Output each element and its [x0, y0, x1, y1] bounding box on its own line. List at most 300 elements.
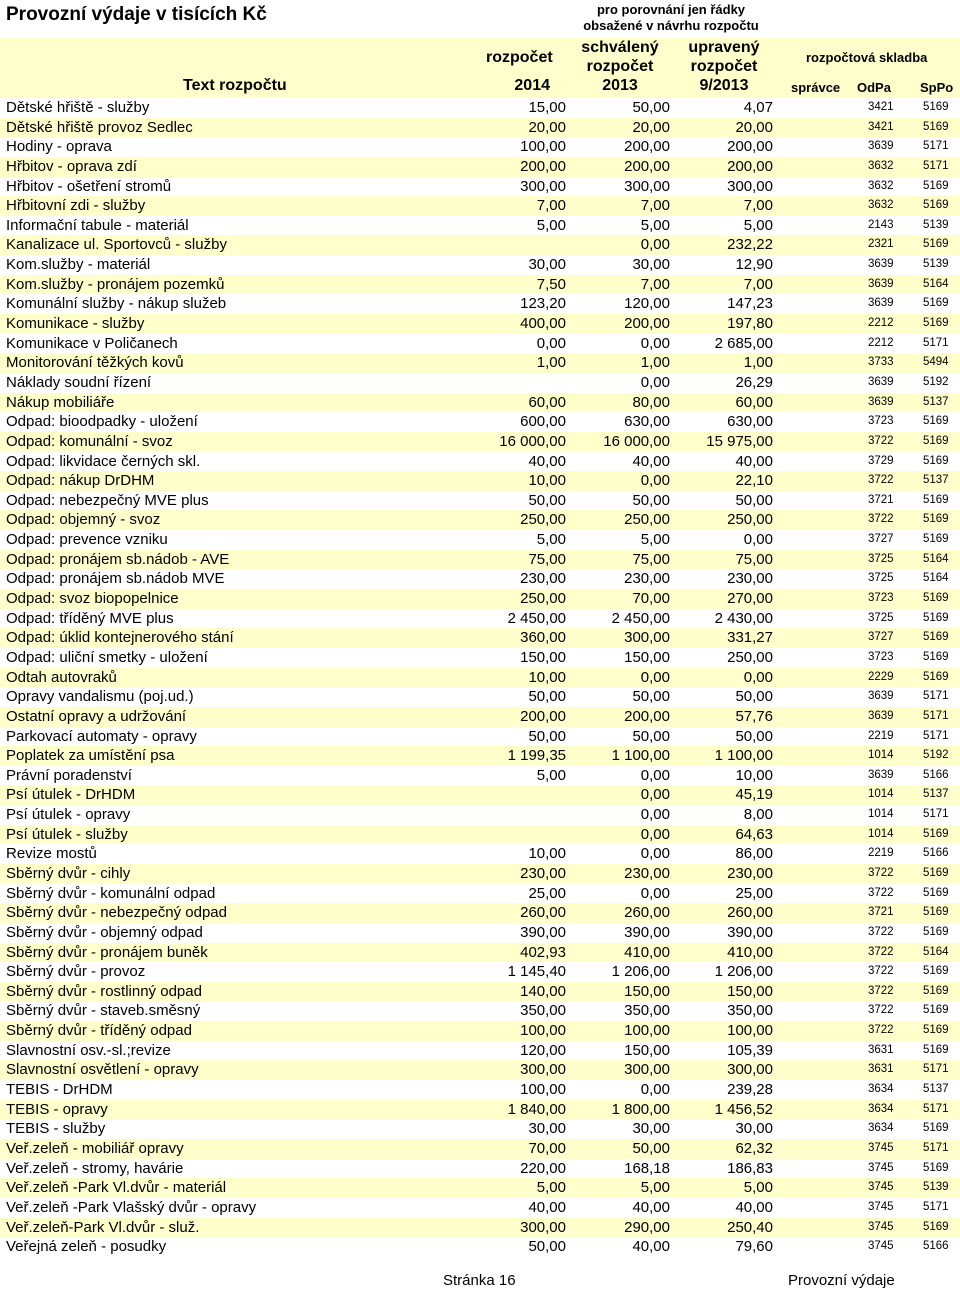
- cell-v1: 100,00: [520, 1081, 566, 1099]
- table-row: [0, 844, 960, 864]
- cell-v3: 57,76: [735, 707, 773, 725]
- table-row: [0, 1021, 960, 1041]
- cell-name: Sběrný dvůr - cihly: [6, 864, 131, 882]
- cell-name: Hřbitovní zdi - služby: [6, 197, 146, 215]
- cell-v2: 300,00: [624, 629, 670, 647]
- text-column-header: Text rozpočtu: [183, 77, 287, 94]
- cell-v2: 0,00: [640, 1081, 670, 1099]
- cell-name: Veř.zeleň-Park Vl.dvůr - služ.: [6, 1218, 200, 1236]
- table-row: [0, 314, 960, 334]
- cell-v1: 50,00: [528, 688, 566, 706]
- cell-odpa: 3722: [868, 925, 894, 938]
- cell-v2: 5,00: [640, 1179, 670, 1197]
- cell-name: Poplatek za umístění psa: [6, 747, 175, 765]
- cell-v3: 250,00: [727, 648, 773, 666]
- cell-sppo: 5137: [923, 1083, 949, 1096]
- table-row: [0, 766, 960, 786]
- cell-v3: 200,00: [727, 138, 773, 156]
- table-row: [0, 668, 960, 688]
- cell-name: Odpad: komunální - svoz: [6, 432, 173, 450]
- cell-v2: 290,00: [624, 1218, 670, 1236]
- table-row: [0, 589, 960, 609]
- cell-v2: 75,00: [632, 550, 670, 568]
- cell-name: Sběrný dvůr - komunální odpad: [6, 884, 216, 902]
- cell-v2: 30,00: [632, 1120, 670, 1138]
- cell-v2: 150,00: [624, 982, 670, 1000]
- cell-v1: 1 199,35: [507, 747, 566, 765]
- table-row: [0, 471, 960, 491]
- cell-v1: 10,00: [528, 472, 566, 490]
- cell-name: Odpad: pronájem sb.nádob - AVE: [6, 550, 230, 568]
- cell-v3: 2 430,00: [714, 609, 773, 627]
- cell-v1: 230,00: [520, 570, 566, 588]
- table-row: [0, 1080, 960, 1100]
- col3-header-line: rozpočet: [690, 58, 758, 75]
- cell-name: Slavnostní osvětlení - opravy: [6, 1061, 199, 1079]
- cell-sppo: 5169: [923, 297, 949, 310]
- cell-odpa: 3722: [868, 886, 894, 899]
- skladba-header: rozpočtová skladba: [806, 50, 928, 65]
- cell-odpa: 1014: [868, 749, 894, 762]
- cell-v1: 2 450,00: [507, 609, 566, 627]
- cell-v2: 260,00: [624, 904, 670, 922]
- cell-v3: 40,00: [735, 1198, 773, 1216]
- cell-name: Slavnostní osv.-sl.;revize: [6, 1041, 171, 1059]
- cell-odpa: 3745: [868, 1141, 894, 1154]
- cell-odpa: 3745: [868, 1181, 894, 1194]
- cell-name: Revize mostů: [6, 845, 97, 863]
- cell-odpa: 3421: [868, 120, 894, 133]
- cell-odpa: 3639: [868, 768, 894, 781]
- cell-odpa: 3639: [868, 258, 894, 271]
- cell-v3: 60,00: [735, 393, 773, 411]
- cell-sppo: 5164: [923, 552, 949, 565]
- cell-v1: 100,00: [520, 138, 566, 156]
- cell-v3: 250,00: [727, 511, 773, 529]
- cell-sppo: 5171: [923, 336, 949, 349]
- cell-name: Odpad: uliční smetky - uložení: [6, 648, 208, 666]
- cell-name: Sběrný dvůr - objemný odpad: [6, 923, 203, 941]
- cell-odpa: 3632: [868, 159, 894, 172]
- cell-name: Odpad: pronájem sb.nádob MVE: [6, 570, 225, 588]
- cell-v2: 7,00: [640, 197, 670, 215]
- cell-sppo: 5169: [923, 906, 949, 919]
- cell-odpa: 3639: [868, 375, 894, 388]
- cell-sppo: 5137: [923, 474, 949, 487]
- footer-section: Provozní výdaje: [788, 1272, 895, 1289]
- cell-v1: 300,00: [520, 1061, 566, 1079]
- cell-v3: 331,27: [727, 629, 773, 647]
- header-note: [566, 2, 776, 34]
- cell-v2: 20,00: [632, 118, 670, 136]
- cell-v3: 4,07: [743, 99, 773, 116]
- table-row: [0, 1198, 960, 1218]
- cell-odpa: 2321: [868, 238, 894, 251]
- table-row: [0, 510, 960, 530]
- cell-v3: 22,10: [735, 472, 773, 490]
- table-row: [0, 1178, 960, 1198]
- table-row: [0, 609, 960, 629]
- cell-sppo: 5171: [923, 690, 949, 703]
- cell-odpa: 2219: [868, 847, 894, 860]
- cell-v3: 0,00: [743, 668, 773, 686]
- cell-v2: 0,00: [640, 373, 670, 391]
- cell-odpa: 2212: [868, 317, 894, 330]
- col3-header-line: 9/2013: [699, 77, 749, 94]
- cell-name: Odpad: objemný - svoz: [6, 511, 161, 529]
- cell-v1: 75,00: [528, 550, 566, 568]
- cell-v3: 1,00: [743, 354, 773, 372]
- table-row: [0, 373, 960, 393]
- cell-sppo: 5192: [923, 749, 949, 762]
- cell-v3: 300,00: [727, 177, 773, 195]
- cell-name: Psí útulek - DrHDM: [6, 786, 136, 804]
- cell-name: Psí útulek - opravy: [6, 806, 131, 824]
- cell-v1: 260,00: [520, 904, 566, 922]
- cell-v1: 390,00: [520, 923, 566, 941]
- cell-name: Odpad: nebezpečný MVE plus: [6, 491, 209, 509]
- sppo-header: SpPo: [920, 80, 954, 95]
- cell-v3: 8,00: [743, 806, 773, 824]
- table-row: [0, 1041, 960, 1061]
- cell-v1: 150,00: [520, 648, 566, 666]
- cell-v3: 230,00: [727, 570, 773, 588]
- cell-name: Právní poradenství: [6, 766, 132, 784]
- cell-v3: 390,00: [727, 923, 773, 941]
- cell-v2: 40,00: [632, 1238, 670, 1256]
- cell-sppo: 5169: [923, 179, 949, 192]
- cell-v1: 70,00: [528, 1139, 566, 1157]
- cell-v2: 0,00: [640, 845, 670, 863]
- cell-sppo: 5169: [923, 1024, 949, 1037]
- cell-v1: 100,00: [520, 1022, 566, 1040]
- cell-name: Odpad: svoz biopopelnice: [6, 590, 179, 608]
- cell-v1: 5,00: [536, 766, 566, 784]
- cell-odpa: 3639: [868, 690, 894, 703]
- cell-odpa: 3725: [868, 611, 894, 624]
- cell-name: Odpad: likvidace černých skl.: [6, 452, 201, 470]
- cell-odpa: 1014: [868, 808, 894, 821]
- cell-v2: 7,00: [640, 275, 670, 293]
- cell-sppo: 5171: [923, 808, 949, 821]
- table-row: [0, 1159, 960, 1179]
- cell-v1: 123,20: [520, 295, 566, 313]
- table-row: [0, 1119, 960, 1139]
- cell-v3: 1 100,00: [714, 747, 773, 765]
- cell-sppo: 5166: [923, 1240, 949, 1253]
- cell-v1: 200,00: [520, 707, 566, 725]
- cell-name: Veř.zeleň -Park Vlašský dvůr - opravy: [6, 1198, 257, 1216]
- cell-v1: 50,00: [528, 1238, 566, 1256]
- cell-odpa: 2212: [868, 336, 894, 349]
- table-row: [0, 452, 960, 472]
- table-row: [0, 118, 960, 138]
- cell-odpa: 3722: [868, 984, 894, 997]
- cell-sppo: 5169: [923, 513, 949, 526]
- cell-v1: 20,00: [528, 118, 566, 136]
- cell-name: Odpad: prevence vzniku: [6, 531, 168, 549]
- cell-odpa: 3722: [868, 945, 894, 958]
- cell-v2: 0,00: [640, 472, 670, 490]
- cell-sppo: 5494: [923, 356, 949, 369]
- table-header: [0, 38, 960, 98]
- table-row: [0, 177, 960, 197]
- cell-odpa: 3639: [868, 277, 894, 290]
- cell-v3: 350,00: [727, 1002, 773, 1020]
- cell-odpa: 3722: [868, 474, 894, 487]
- table-row: [0, 884, 960, 904]
- cell-odpa: 3632: [868, 179, 894, 192]
- cell-v3: 12,90: [735, 256, 773, 274]
- cell-v3: 270,00: [727, 590, 773, 608]
- cell-sppo: 5164: [923, 277, 949, 290]
- cell-v3: 62,32: [735, 1139, 773, 1157]
- cell-v1: 300,00: [520, 177, 566, 195]
- page-number: Stránka 16: [443, 1272, 516, 1289]
- cell-name: Psí útulek - služby: [6, 825, 128, 843]
- table-row: [0, 943, 960, 963]
- cell-v2: 200,00: [624, 138, 670, 156]
- cell-sppo: 5169: [923, 965, 949, 978]
- header-note-line: obsažené v návrhu rozpočtu: [583, 18, 759, 33]
- cell-v2: 50,00: [632, 491, 670, 509]
- cell-odpa: 3634: [868, 1102, 894, 1115]
- cell-v3: 45,19: [735, 786, 773, 804]
- cell-name: Opravy vandalismu (poj.ud.): [6, 688, 194, 706]
- cell-name: Informační tabule - materiál: [6, 216, 189, 234]
- cell-v2: 120,00: [624, 295, 670, 313]
- cell-v3: 260,00: [727, 904, 773, 922]
- cell-v2: 2 450,00: [611, 609, 670, 627]
- cell-sppo: 5171: [923, 709, 949, 722]
- cell-v1: 40,00: [528, 452, 566, 470]
- cell-v3: 239,28: [727, 1081, 773, 1099]
- cell-sppo: 5169: [923, 827, 949, 840]
- cell-sppo: 5169: [923, 101, 949, 113]
- cell-sppo: 5169: [923, 1043, 949, 1056]
- col2-header-line: rozpočet: [586, 58, 654, 75]
- cell-odpa: 3733: [868, 356, 894, 369]
- cell-sppo: 5171: [923, 729, 949, 742]
- cell-name: Sběrný dvůr - nebezpečný odpad: [6, 904, 227, 922]
- cell-name: Odtah autovraků: [6, 668, 117, 686]
- cell-v2: 0,00: [640, 884, 670, 902]
- cell-odpa: 3722: [868, 965, 894, 978]
- table-row: [0, 491, 960, 511]
- table-row: [0, 825, 960, 845]
- table-row: [0, 648, 960, 668]
- cell-sppo: 5192: [923, 375, 949, 388]
- cell-v1: 300,00: [520, 1218, 566, 1236]
- cell-odpa: 3745: [868, 1161, 894, 1174]
- cell-v1: 200,00: [520, 157, 566, 175]
- cell-v2: 30,00: [632, 256, 670, 274]
- cell-sppo: 5169: [923, 925, 949, 938]
- cell-name: Sběrný dvůr - staveb.směsný: [6, 1002, 201, 1020]
- cell-v3: 105,39: [727, 1041, 773, 1059]
- cell-name: TEBIS - DrHDM: [6, 1081, 113, 1099]
- cell-v3: 75,00: [735, 550, 773, 568]
- cell-v2: 150,00: [624, 1041, 670, 1059]
- cell-odpa: 3729: [868, 454, 894, 467]
- cell-odpa: 3639: [868, 395, 894, 408]
- table-row: [0, 1218, 960, 1238]
- cell-v2: 0,00: [640, 825, 670, 843]
- table-row: [0, 1100, 960, 1120]
- cell-name: Odpad: bioodpadky - uložení: [6, 413, 198, 431]
- cell-v3: 25,00: [735, 884, 773, 902]
- cell-v3: 40,00: [735, 452, 773, 470]
- cell-odpa: 3722: [868, 866, 894, 879]
- cell-v2: 0,00: [640, 766, 670, 784]
- cell-v1: 1 145,40: [507, 963, 566, 981]
- cell-name: Dětské hřiště provoz Sedlec: [6, 118, 193, 136]
- cell-v2: 410,00: [624, 943, 670, 961]
- cell-name: Odpad: tříděný MVE plus: [6, 609, 174, 627]
- cell-name: Komunikace v Poličanech: [6, 334, 178, 352]
- cell-v2: 250,00: [624, 511, 670, 529]
- cell-sppo: 5171: [923, 1141, 949, 1154]
- cell-name: Veř.zeleň -Park Vl.dvůr - materiál: [6, 1179, 227, 1197]
- table-row: [0, 294, 960, 314]
- cell-v3: 1 456,52: [714, 1100, 773, 1118]
- table-row: [0, 196, 960, 216]
- cell-sppo: 5171: [923, 1200, 949, 1213]
- cell-v1: 360,00: [520, 629, 566, 647]
- cell-v3: 1 206,00: [714, 963, 773, 981]
- cell-v1: 5,00: [536, 531, 566, 549]
- cell-sppo: 5169: [923, 199, 949, 212]
- cell-sppo: 5169: [923, 317, 949, 330]
- table-row: [0, 334, 960, 354]
- table-row: [0, 864, 960, 884]
- table-row: [0, 157, 960, 177]
- cell-v2: 300,00: [624, 177, 670, 195]
- cell-v3: 86,00: [735, 845, 773, 863]
- cell-v2: 0,00: [640, 334, 670, 352]
- cell-v3: 147,23: [727, 295, 773, 313]
- table-row: [0, 432, 960, 452]
- cell-odpa: 3723: [868, 592, 894, 605]
- cell-v1: 25,00: [528, 884, 566, 902]
- cell-v2: 0,00: [640, 668, 670, 686]
- cell-v1: 120,00: [520, 1041, 566, 1059]
- cell-v2: 80,00: [632, 393, 670, 411]
- cell-v1: 40,00: [528, 1198, 566, 1216]
- cell-v2: 0,00: [640, 786, 670, 804]
- cell-sppo: 5169: [923, 1122, 949, 1135]
- table-row: [0, 1237, 960, 1257]
- table-row: [0, 1139, 960, 1159]
- cell-sppo: 5139: [923, 218, 949, 231]
- cell-odpa: 3632: [868, 199, 894, 212]
- cell-name: Komunální služby - nákup služeb: [6, 295, 227, 313]
- cell-v2: 230,00: [624, 570, 670, 588]
- table-row: [0, 275, 960, 295]
- table-row: [0, 98, 960, 118]
- cell-v2: 1 100,00: [611, 747, 670, 765]
- cell-name: Kom.služby - pronájem pozemků: [6, 275, 225, 293]
- cell-name: Dětské hřiště - služby: [6, 99, 150, 116]
- cell-v1: 0,00: [536, 334, 566, 352]
- cell-v2: 50,00: [632, 688, 670, 706]
- cell-odpa: 3639: [868, 297, 894, 310]
- cell-v2: 150,00: [624, 648, 670, 666]
- cell-v3: 410,00: [727, 943, 773, 961]
- cell-name: Odpad: úklid kontejnerového stání: [6, 629, 234, 647]
- cell-odpa: 3722: [868, 1004, 894, 1017]
- cell-odpa: 3745: [868, 1200, 894, 1213]
- table-row: [0, 903, 960, 923]
- cell-odpa: 3722: [868, 434, 894, 447]
- cell-v2: 40,00: [632, 452, 670, 470]
- cell-name: Veřejná zeleň - posudky: [6, 1238, 167, 1256]
- cell-name: Sběrný dvůr - rostlinný odpad: [6, 982, 202, 1000]
- cell-odpa: 1014: [868, 788, 894, 801]
- table-row: [0, 569, 960, 589]
- cell-sppo: 5164: [923, 572, 949, 585]
- cell-odpa: 3727: [868, 631, 894, 644]
- cell-v3: 250,40: [727, 1218, 773, 1236]
- cell-sppo: 5171: [923, 140, 949, 153]
- cell-v2: 300,00: [624, 1061, 670, 1079]
- table-row: [0, 235, 960, 255]
- cell-v2: 70,00: [632, 590, 670, 608]
- cell-name: TEBIS - opravy: [6, 1100, 108, 1118]
- cell-v1: 16 000,00: [499, 432, 566, 450]
- cell-v2: 0,00: [640, 236, 670, 254]
- cell-sppo: 5169: [923, 984, 949, 997]
- spravce-header: správce: [791, 80, 841, 95]
- col2-header-line: 2013: [602, 77, 638, 94]
- cell-sppo: 5169: [923, 1161, 949, 1174]
- table-row: [0, 137, 960, 157]
- table-row: [0, 550, 960, 570]
- table-row: [0, 393, 960, 413]
- cell-sppo: 5169: [923, 1220, 949, 1233]
- cell-v1: 600,00: [520, 413, 566, 431]
- cell-v1: 7,00: [536, 197, 566, 215]
- table-row: [0, 1060, 960, 1080]
- cell-sppo: 5169: [923, 415, 949, 428]
- cell-v3: 2 685,00: [714, 334, 773, 352]
- cell-name: TEBIS - služby: [6, 1120, 106, 1138]
- cell-name: Monitorování těžkých kovů: [6, 354, 184, 372]
- cell-v3: 50,00: [735, 491, 773, 509]
- cell-sppo: 5169: [923, 650, 949, 663]
- cell-name: Kom.služby - materiál: [6, 256, 151, 274]
- cell-v3: 200,00: [727, 157, 773, 175]
- cell-v2: 5,00: [640, 531, 670, 549]
- table-row: [0, 530, 960, 550]
- cell-sppo: 5169: [923, 533, 949, 546]
- cell-sppo: 5169: [923, 434, 949, 447]
- cell-name: Veř.zeleň - mobiliář opravy: [6, 1139, 184, 1157]
- cell-name: Parkovací automaty - opravy: [6, 727, 197, 745]
- cell-v3: 79,60: [735, 1238, 773, 1256]
- cell-odpa: 2219: [868, 729, 894, 742]
- cell-v1: 1,00: [536, 354, 566, 372]
- cell-odpa: 3725: [868, 572, 894, 585]
- header-note-line: pro porovnání jen řádky: [596, 2, 746, 17]
- cell-v1: 402,93: [520, 943, 566, 961]
- cell-sppo: 5169: [923, 866, 949, 879]
- cell-v3: 186,83: [727, 1159, 773, 1177]
- cell-v2: 350,00: [624, 1002, 670, 1020]
- cell-v3: 15 975,00: [706, 432, 773, 450]
- cell-v2: 1 800,00: [611, 1100, 670, 1118]
- table-row: [0, 962, 960, 982]
